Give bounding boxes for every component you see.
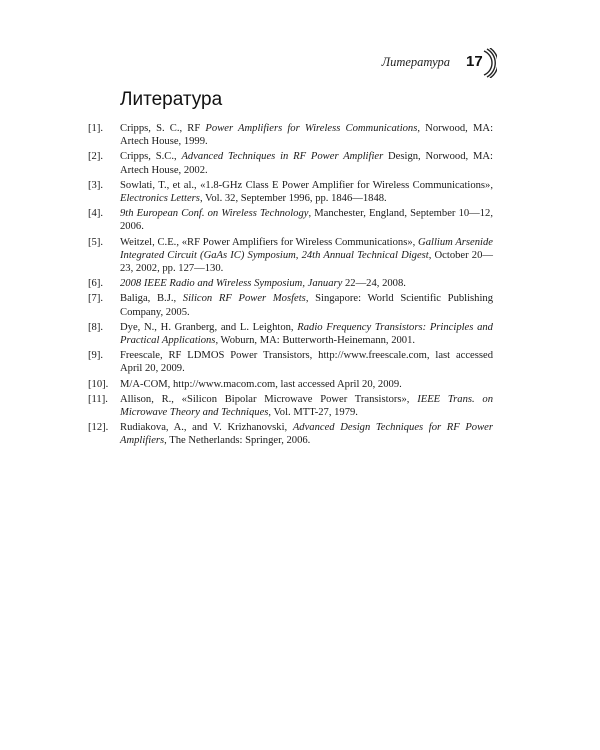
reference-italic-segment: Radio Frequency Transistors: Principles and Practical Applications — [120, 321, 493, 347]
reference-number: [6]. — [88, 278, 104, 290]
reference-text — [120, 207, 493, 233]
reference-item — [88, 236, 493, 276]
reference-segment: Dye, N., H. Granberg, and L. Leighton, — [120, 321, 298, 333]
reference-italic-segment: Electronics Letters — [120, 193, 200, 205]
reference-number: [9]. — [88, 350, 104, 362]
reference-text — [120, 378, 493, 391]
reference-segment: Baliga, B.J., — [120, 293, 183, 305]
reference-italic-segment: 2008 IEEE Radio and Wireless Symposium, January — [120, 278, 343, 290]
reference-text — [120, 122, 493, 148]
reference-text — [120, 150, 493, 176]
reference-segment: 22—24, 2008. — [342, 278, 406, 290]
reference-italic-segment: Advanced Design Techniques for RF Power Amplifiers — [120, 422, 493, 447]
reference-segment: Cripps, S. C., RF — [120, 123, 206, 134]
reference-number: [4]. — [88, 208, 104, 220]
reference-item — [88, 393, 493, 419]
reference-segment: Cripps, S.C., — [120, 151, 182, 163]
reference-number: [3]. — [88, 179, 104, 191]
reference-number: [11]. — [88, 393, 108, 405]
reference-text — [120, 179, 493, 205]
reference-text — [120, 349, 493, 375]
reference-italic-segment: Power Amplifiers for Wireless Communications — [205, 123, 418, 134]
reference-text — [120, 393, 493, 419]
reference-item — [88, 122, 493, 148]
reference-number: [1]. — [88, 123, 104, 134]
reference-item — [88, 321, 493, 347]
reference-text — [120, 321, 493, 347]
reference-text — [120, 236, 493, 276]
reference-italic-segment: Gallium Arsenide Integrated Circuit (GaAs IC) Symposium, 24th Annual Technical Digest — [120, 236, 493, 261]
reference-segment: Design, Norwood, MA: Artech House, 2002. — [120, 151, 493, 176]
reference-text — [120, 292, 493, 318]
reference-number: [12]. — [88, 422, 109, 434]
reference-item — [88, 349, 493, 375]
reference-list — [88, 122, 493, 450]
reference-segment: , Norwood, MA: Artech House, 1999. — [120, 123, 494, 148]
reference-item — [88, 421, 493, 447]
reference-segment: , October 20—23, 2002, pp. 127—130. — [120, 249, 493, 275]
reference-number: [5]. — [88, 236, 104, 248]
running-title: Литература — [381, 55, 450, 69]
reference-text — [120, 421, 493, 447]
reference-item — [88, 292, 493, 318]
reference-segment: , Vol. MTT-27, 1979. — [268, 407, 358, 419]
reference-item — [88, 378, 493, 391]
page-title: Литература — [120, 89, 223, 110]
reference-segment: Freescale, RF LDMOS Power Transistors, http://www.freescale.com, last accessed April 20, 2009. — [120, 350, 493, 375]
reference-item — [88, 207, 493, 233]
reference-segment: , The Netherlands: Springer, 2006. — [164, 435, 311, 447]
reference-number: [8]. — [88, 321, 104, 333]
reference-segment: , Vol. 32, September 1996, pp. 1846—1848. — [199, 193, 387, 205]
reference-italic-segment: 9th European Conf. on Wireless Technology — [120, 208, 309, 220]
reference-segment: , Woburn, MA: Butterworth-Heinemann, 2001. — [215, 335, 416, 347]
page-number-badge — [457, 48, 497, 78]
reference-segment: M/A-COM, http://www.macom.com, last accessed April 20, 2009. — [120, 378, 402, 390]
reference-number: [2]. — [88, 151, 104, 163]
reference-italic-segment: IEEE Trans. on Microwave Theory and Techniques — [120, 393, 493, 419]
reference-item — [88, 150, 493, 176]
reference-italic-segment: Silicon RF Power Mosfets — [182, 293, 306, 305]
reference-segment: , Singapore: World Scientific Publishing Company, 2005. — [120, 293, 494, 318]
reference-segment: Allison, R., «Silicon Bipolar Microwave Power Transistors», — [120, 393, 418, 405]
reference-segment: Sowlati, T., et al., «1.8-GHz Class E Power Amplifier for Wireless Communications», — [120, 179, 493, 191]
reference-segment: Weitzel, C.E., «RF Power Amplifiers for Wireless Communications», — [120, 236, 419, 248]
page-number: 17 — [466, 53, 483, 70]
reference-segment: Rudiakova, A., and V. Krizhanovski, — [120, 422, 293, 434]
reference-number: [7]. — [88, 293, 104, 305]
reference-item — [88, 179, 493, 205]
reference-segment: , Manchester, England, September 10—12, 2006. — [120, 208, 493, 233]
page-header — [0, 48, 600, 78]
reference-italic-segment: Advanced Techniques in RF Power Amplifier — [181, 151, 384, 163]
reference-number: [10]. — [88, 378, 109, 390]
reference-item — [88, 277, 493, 290]
reference-text — [120, 277, 493, 290]
